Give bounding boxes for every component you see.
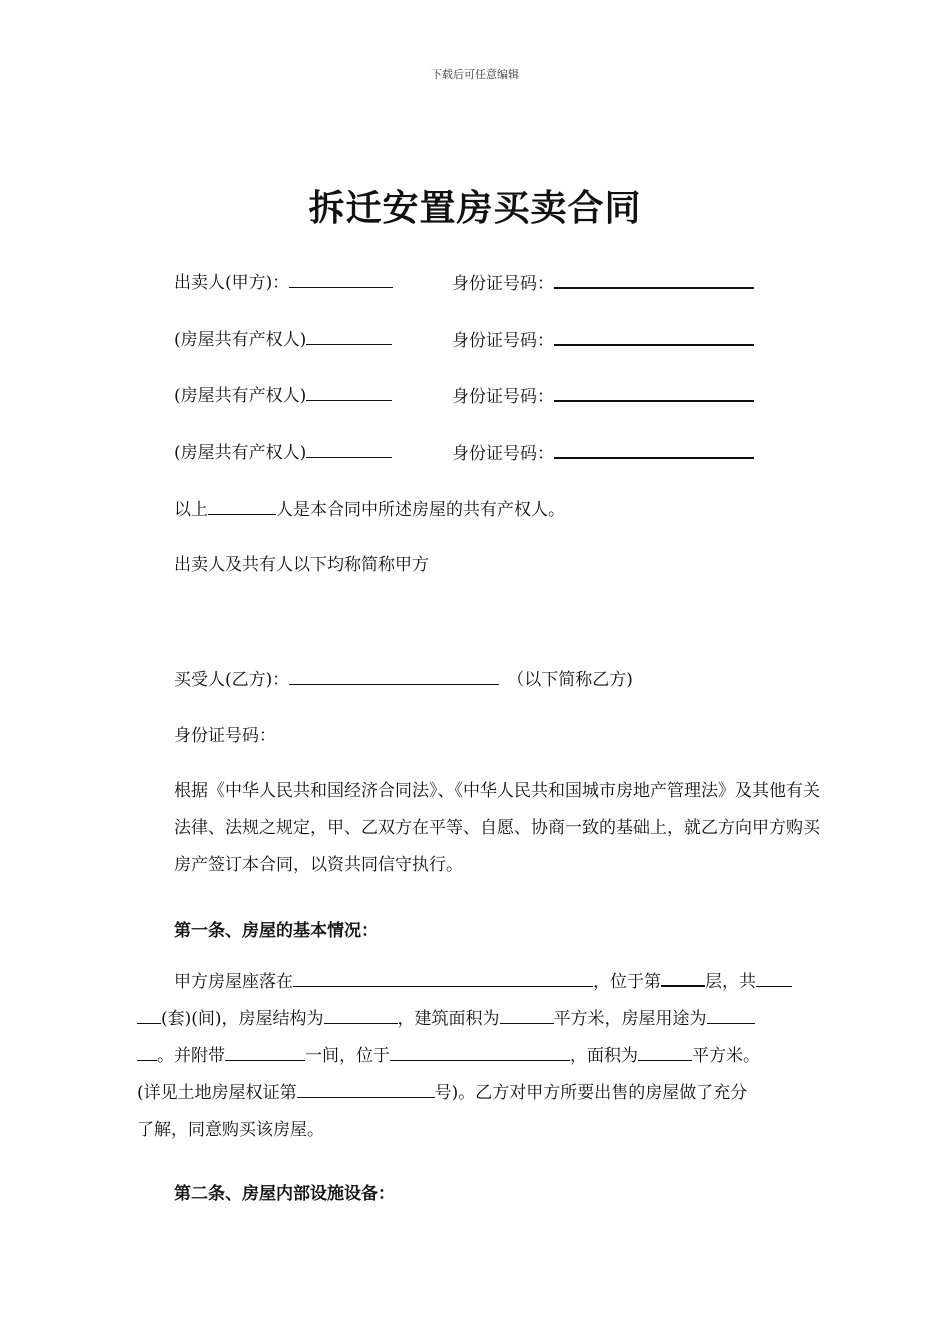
seller-id-label: 身份证号码：: [452, 274, 554, 294]
coowner-count-blank: [208, 500, 276, 515]
annex-location-blank: [390, 1046, 570, 1061]
certificate-blank: [297, 1083, 435, 1098]
buyer-suffix: （以下简称乙方): [507, 670, 633, 690]
coowner-id-row: [452, 386, 754, 406]
preamble-paragraph: [137, 773, 827, 884]
text: 甲方房屋座落在: [174, 972, 293, 992]
coowner-name-blank: [306, 386, 392, 401]
annex-area-blank: [638, 1046, 692, 1061]
total-blank-cont: [137, 1009, 161, 1024]
seller-note: 出卖人及共有人以下均称简称甲方: [174, 555, 429, 575]
usage-blank-cont: [137, 1046, 157, 1061]
text: ，建筑面积为: [397, 1009, 500, 1029]
coowner-label: (房屋共有产权人): [174, 330, 307, 350]
coowner-id-blank: [554, 386, 754, 402]
seller-id-row: [452, 273, 754, 293]
text: ，面积为: [570, 1046, 638, 1066]
coowner-name-blank: [306, 330, 392, 345]
article1-line: 了解，同意购买该房屋。: [137, 1120, 324, 1140]
coowner-row: [174, 443, 392, 462]
seller-row: [174, 273, 393, 292]
coowner-count-suffix: 人是本合同中所述房屋的共有产权人。: [276, 500, 565, 520]
coowner-id-label: 身份证号码：: [452, 387, 554, 407]
coowner-label: (房屋共有产权人): [174, 386, 307, 406]
structure-blank: [324, 1009, 398, 1024]
floor-blank: [661, 971, 705, 987]
area-blank: [500, 1009, 554, 1024]
seller-label: 出卖人(甲方)：: [174, 273, 290, 293]
usage-blank: [707, 1009, 755, 1024]
coowner-row: [174, 386, 392, 405]
total-blank: [756, 972, 792, 987]
coowner-count-line: [174, 500, 565, 519]
coowner-id-blank: [554, 443, 754, 459]
annex-blank: [225, 1046, 305, 1061]
text: 号)。乙方对甲方所要出售的房屋做了充分: [434, 1083, 748, 1103]
text: (套)(间)，房屋结构为: [161, 1009, 324, 1029]
text: 层，共: [705, 972, 756, 992]
coowner-id-row: [452, 443, 754, 463]
location-blank: [293, 972, 593, 987]
coowner-count-prefix: 以上: [174, 500, 208, 520]
seller-id-blank: [554, 273, 754, 289]
coowner-id-label: 身份证号码：: [452, 331, 554, 351]
text: ，位于第: [593, 972, 661, 992]
buyer-name-blank: [289, 670, 499, 685]
page-title: 拆迁安置房买卖合同: [308, 187, 642, 229]
coowner-id-blank: [554, 330, 754, 346]
article1-line: [137, 1038, 827, 1075]
text: 平方米。: [692, 1046, 760, 1066]
coowner-name-blank: [306, 443, 392, 458]
seller-name-blank: [289, 273, 393, 288]
article1-heading: 第一条、房屋的基本情况：: [174, 921, 378, 941]
buyer-label: 买受人(乙方)：: [174, 670, 290, 690]
text: 一间，位于: [305, 1046, 390, 1066]
article1-line: [137, 964, 827, 1001]
coowner-row: [174, 330, 392, 349]
article2-heading: 第二条、房屋内部设施设备：: [174, 1184, 395, 1204]
text: 平方米，房屋用途为: [553, 1009, 707, 1029]
text: (详见土地房屋权证第: [137, 1083, 297, 1103]
article1-line: [137, 1075, 827, 1112]
article1-body: [137, 964, 827, 1149]
text: 。并附带: [157, 1046, 225, 1066]
buyer-id-label: 身份证号码：: [174, 726, 276, 746]
coowner-id-label: 身份证号码：: [452, 444, 554, 464]
coowner-id-row: [452, 330, 754, 350]
header-note: 下载后可任意编辑: [431, 68, 519, 81]
buyer-row: [174, 670, 633, 689]
article1-line: [137, 1001, 827, 1038]
coowner-label: (房屋共有产权人): [174, 443, 307, 463]
preamble-text: 根据《中华人民共和国经济合同法》、《中华人民共和国城市房地产管理法》及其他有关法律、法规之规定，甲、乙双方在平等、自愿、协商一致的基础上，就乙方向甲方购买房产签订本合同，以资共同信守执行。: [174, 781, 820, 875]
